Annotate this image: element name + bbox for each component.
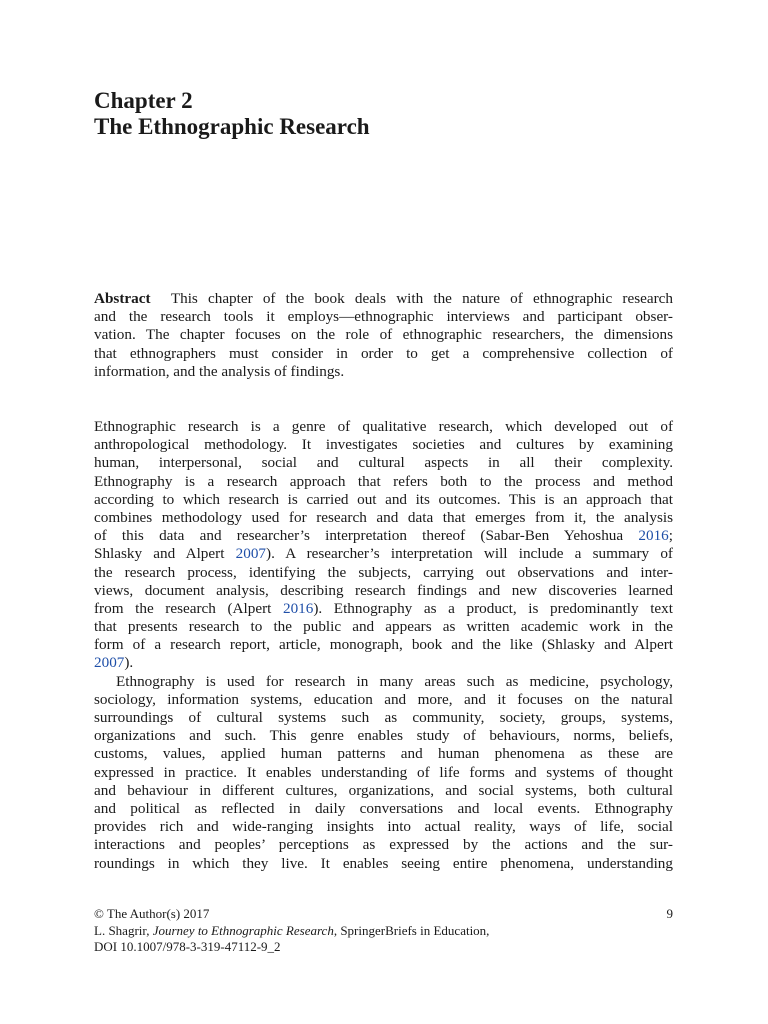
author-name: L. Shagrir, [94,922,153,938]
abstract-line: information, and the analysis of findings. [94,362,345,380]
citation-link[interactable]: 2007 [235,545,267,563]
body-line: and political as reflected in daily conversations and local events. Ethnography [94,799,673,817]
body-line-text: from the research (Alpert [94,599,283,617]
series-name: , SpringerBriefs in Education, [333,922,490,938]
chapter-title: The Ethnographic Research [94,114,370,139]
body-line-text: ). [124,654,134,672]
body-line: anthropological methodology. It investigates societies and cultures by examining [94,436,673,454]
citation-link[interactable]: 2016 [638,527,669,545]
chapter-number: Chapter 2 [94,88,193,113]
body-line [94,654,673,672]
body-line: Ethnography is used for research in many areas such as medicine, psychology, [116,672,673,690]
body-line: surroundings of cultural systems such as community, society, groups, systems, [94,709,673,726]
body-line: provides rich and wide-ranging insights into actual reality, ways of life, social [94,818,673,836]
body-line: expressed in practice. It enables understanding of life forms and systems of thought [94,763,673,781]
body-line: that presents research to the public and appears as written academic work in the [94,618,673,636]
body-line: according to which research is carried out and its outcomes. This is an approach that [94,490,673,508]
body-line: human, interpersonal, social and cultural aspects in all their complexity. [94,454,673,472]
body-text [94,418,673,873]
body-line: interactions and peoples’ perceptions as expressed by the actions and the sur- [94,836,673,854]
doi-line: DOI 10.1007/978-3-319-47112-9_2 [94,939,281,954]
body-line: form of a research report, article, monograph, book and the like (Shlasky and Alpert [94,636,673,654]
body-line-text: ). Ethnography as a product, is predominantly text [313,599,673,617]
citation-link[interactable]: 2007 [94,654,125,672]
body-line: roundings in which they live. It enables seeing entire phenomena, understanding [94,854,673,872]
copyright-line: © The Author(s) 2017 [94,906,210,921]
body-line: sociology, information systems, education and more, and it focuses on the natural [94,690,673,708]
citation-link[interactable]: 2016 [282,599,314,617]
body-line-text: Shlasky and Alpert [94,545,236,563]
page-number: 9 [666,906,673,921]
body-line: Ethnographic research is a genre of qualitative research, which developed out of [94,418,673,435]
body-line-text: of this data and researcher’s interpretation thereof (Sabar-Ben Yehoshua [94,527,639,545]
footer [94,906,673,956]
abstract-keyword: Abstract [94,290,151,307]
body-line [94,527,673,545]
body-line [94,545,673,563]
body-line-text: ; [668,527,673,545]
body-line: views, document analysis, describing research findings and new discoveries learned [94,581,673,599]
body-line [94,600,673,618]
body-line-text: ). A researcher’s interpretation will include a summary of [266,545,673,563]
abstract-line-text: This chapter of the book deals with the nature of ethnographic research [170,290,673,307]
citation-line [94,923,673,940]
abstract-line [94,290,673,308]
body-line: organizations and such. This genre enables study of behaviours, norms, beliefs, [94,727,673,745]
body-line: customs, values, applied human patterns and human phenomena as these are [94,745,673,763]
abstract [94,290,673,381]
book-title: Journey to Ethnographic Research [152,922,334,938]
abstract-line: vation. The chapter focuses on the role of ethnographic researchers, the dimensions [94,326,673,344]
body-line: combines methodology used for research and data that emerges from it, the analysis [94,508,673,526]
body-line: and behaviour in different cultures, organizations, and social systems, both cultural [94,781,673,799]
body-line: Ethnography is a research approach that refers both to the process and method [94,472,673,490]
abstract-line: that ethnographers must consider in order to get a comprehensive collection of [94,344,673,362]
abstract-line: and the research tools it employs—ethnographic interviews and participant obser- [94,308,673,326]
body-line: the research process, identifying the subjects, carrying out observations and inter- [94,563,673,581]
